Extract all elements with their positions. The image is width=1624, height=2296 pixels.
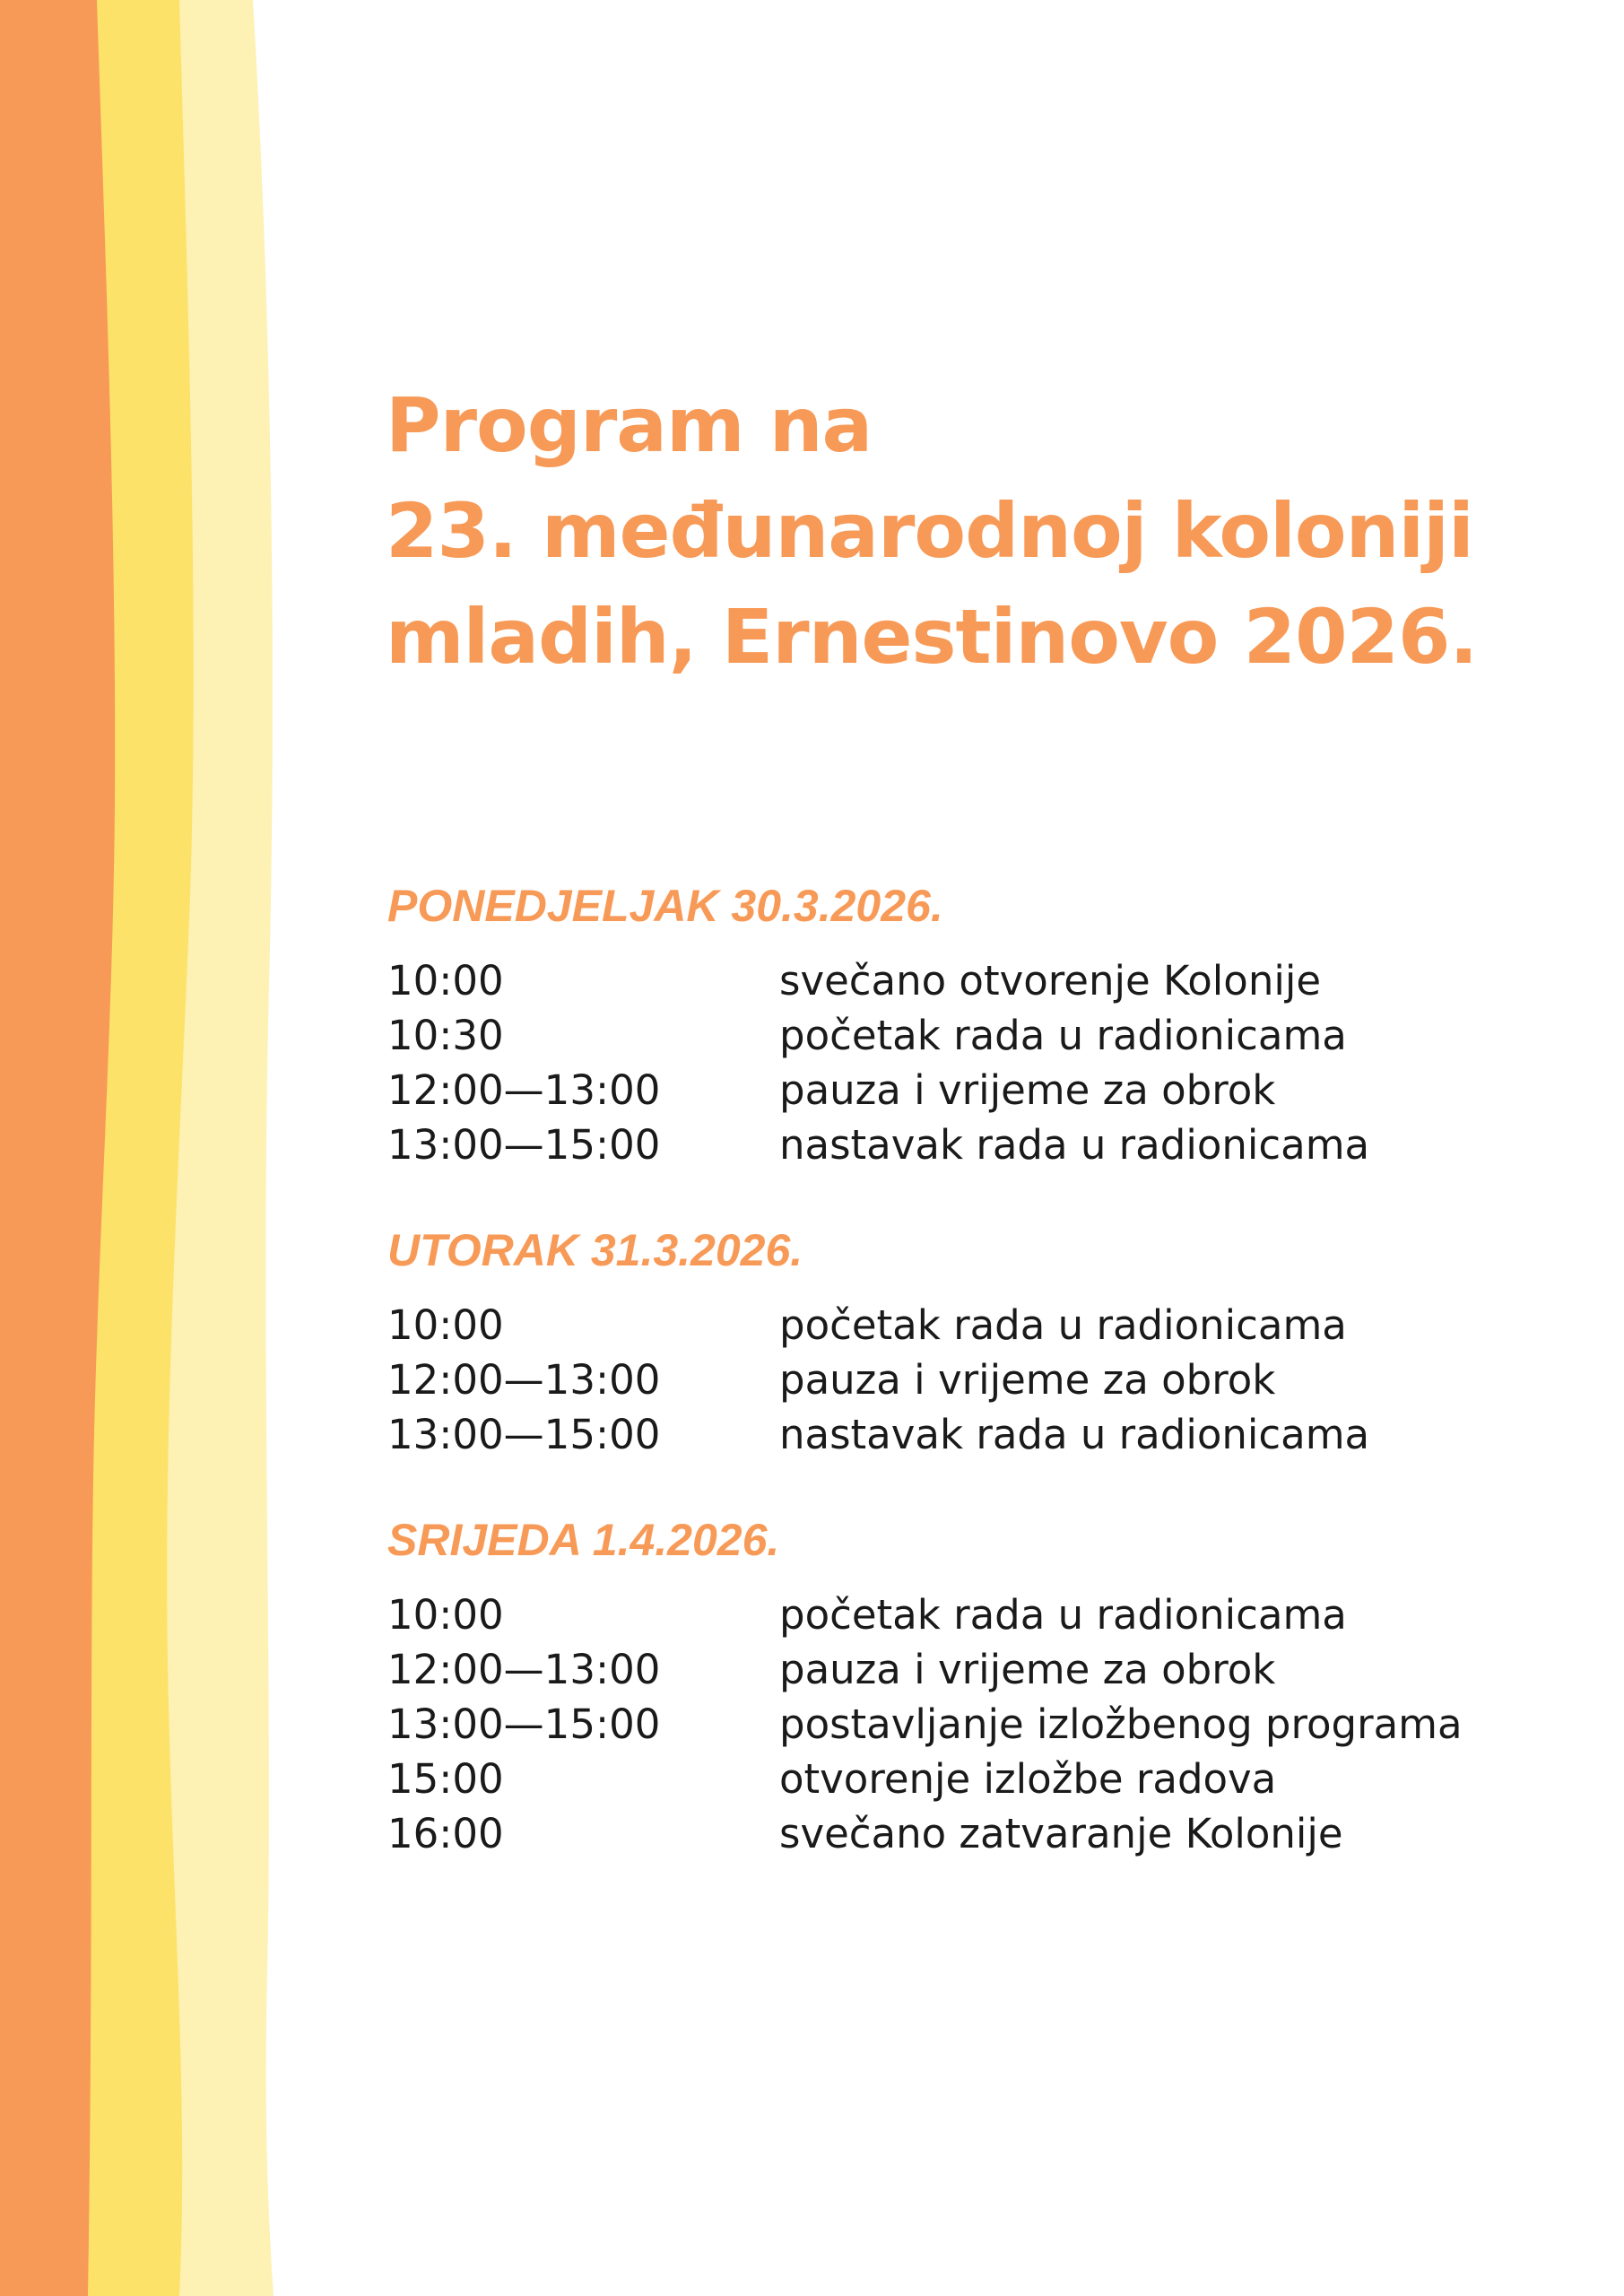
schedule-row [387,1352,1580,1407]
event-description: nastavak rada u radionicama [779,1121,1370,1169]
event-description: svečano otvorenje Kolonije [779,957,1322,1004]
event-time: 12:00—13:00 [387,1646,661,1693]
schedule-row [387,1697,1580,1752]
event-time: 13:00—15:00 [387,1700,661,1748]
event-description: postavljanje izložbenog programa [779,1700,1463,1748]
event-time: 13:00—15:00 [387,1121,661,1169]
schedule-row [387,1587,1580,1642]
day-heading: UTORAK 31.3.2026. [387,1225,803,1275]
schedule-row [387,1752,1580,1806]
title-line-1: Program na [386,381,873,469]
day-wednesday [387,1509,1580,1861]
title-line-3: mladih, Ernestinovo 2026. [386,593,1478,681]
event-description: nastavak rada u radionicama [779,1411,1370,1458]
schedule-row [387,1407,1580,1462]
schedule-row [387,1063,1580,1118]
event-time: 10:00 [387,1591,504,1639]
schedule-row [387,1642,1580,1697]
event-description: pauza i vrijeme za obrok [779,1646,1276,1693]
event-time: 10:00 [387,957,504,1004]
event-time: 10:30 [387,1012,504,1059]
event-description: početak rada u radionicama [779,1012,1347,1059]
title-line-2: 23. međunarodnoj koloniji [386,487,1473,575]
schedule-row [387,1008,1580,1063]
event-time: 10:00 [387,1301,504,1349]
schedule-row [387,1298,1580,1352]
event-description: otvorenje izložbe radova [779,1755,1277,1803]
day-tuesday [387,1219,1580,1462]
schedule-row [387,1118,1580,1172]
event-time: 12:00—13:00 [387,1066,661,1114]
event-description: pauza i vrijeme za obrok [779,1066,1276,1114]
event-description: početak rada u radionicama [779,1591,1347,1639]
schedule [387,874,1580,1908]
schedule-row [387,1806,1580,1861]
event-time: 15:00 [387,1755,504,1803]
event-description: pauza i vrijeme za obrok [779,1356,1276,1404]
page-title [386,372,1578,690]
day-monday [387,874,1580,1172]
schedule-row [387,953,1580,1008]
day-heading: PONEDJELJAK 30.3.2026. [387,881,943,931]
event-time: 13:00—15:00 [387,1411,661,1458]
decorative-wave-border [0,0,287,2296]
event-description: početak rada u radionicama [779,1301,1347,1349]
event-description: svečano zatvaranje Kolonije [779,1810,1343,1857]
event-time: 16:00 [387,1810,504,1857]
day-heading: SRIJEDA 1.4.2026. [387,1515,780,1565]
event-time: 12:00—13:00 [387,1356,661,1404]
